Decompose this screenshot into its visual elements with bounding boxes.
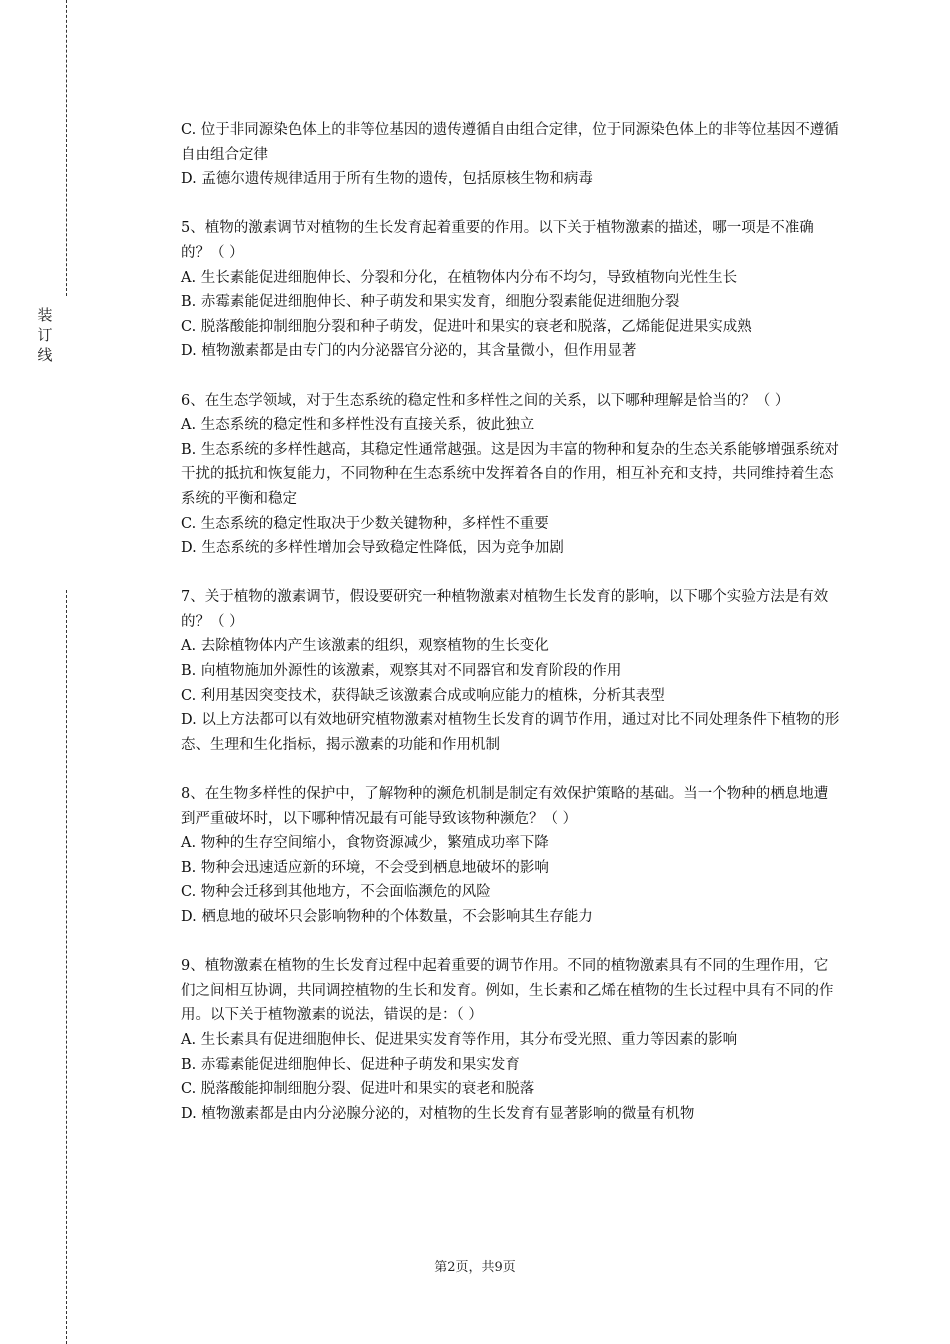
option-a: A. 生态系统的稳定性和多样性没有直接关系，彼此独立 — [181, 417, 535, 434]
question-4-continuation — [181, 118, 841, 192]
binding-line-bottom — [66, 590, 67, 1344]
option-c: C. 利用基因突变技术，获得缺乏该激素合成或响应能力的植株，分析其表型 — [181, 687, 665, 704]
option-c: C. 脱落酸能抑制细胞分裂、促进叶和果实的衰老和脱落 — [181, 1081, 535, 1098]
option-d: D. 植物激素都是由专门的内分泌器官分泌的，其含量微小，但作用显著 — [181, 343, 637, 360]
option-a: A. 生长素能促进细胞伸长、分裂和分化，在植物体内分布不均匀，导致植物向光性生长 — [181, 269, 738, 286]
option-b: B. 赤霉素能促进细胞伸长、促进种子萌发和果实发育 — [181, 1056, 520, 1073]
binding-char: 订 — [37, 326, 53, 344]
question-content — [181, 118, 841, 1151]
question-stem: 9、植物激素在植物的生长发育过程中起着重要的调节作用。不同的植物激素具有不同的生理作用，它们之间相互协调，共同调控植物的生长和发育。例如，生长素和乙烯在植物的生长过程中具有不同的作用。以下关于植物激素的说法，错误的是：（ ） — [181, 958, 834, 1024]
question-9 — [181, 954, 841, 1126]
question-stem: 6、在生态学领域，对于生态系统的稳定性和多样性之间的关系，以下哪种理解是恰当的？（ ） — [181, 392, 790, 409]
page-number: 第2页，共9页 — [434, 1260, 516, 1275]
binding-char: 线 — [37, 346, 53, 364]
option-d: D. 植物激素都是由内分泌腺分泌的，对植物的生长发育有显著影响的微量有机物 — [181, 1105, 695, 1122]
question-7 — [181, 585, 841, 757]
question-5 — [181, 216, 841, 364]
question-stem: 5、植物的激素调节对植物的生长发育起着重要的作用。以下关于植物激素的描述，哪一项是不准确的？（ ） — [181, 220, 814, 261]
question-6 — [181, 389, 841, 561]
option-b: B. 向植物施加外源性的该激素，观察其对不同器官和发育阶段的作用 — [181, 663, 622, 680]
option-c: C. 生态系统的稳定性取决于少数关键物种，多样性不重要 — [181, 515, 549, 532]
binding-char: 装 — [37, 306, 53, 324]
question-8 — [181, 782, 841, 930]
option-d: D. 以上方法都可以有效地研究植物激素对植物生长发育的调节作用，通过对比不同处理条件下植物的形态、生理和生化指标，揭示激素的功能和作用机制 — [181, 712, 840, 753]
option-b: B. 生态系统的多样性越高，其稳定性通常越强。这是因为丰富的物种和复杂的生态关系能够增强系统对干扰的抵抗和恢复能力，不同物种在生态系统中发挥着各自的作用，相互补充和支持，共同维持着生态系统的平衡和稳定 — [181, 441, 839, 507]
binding-line-top — [66, 0, 67, 296]
option-d: D. 生态系统的多样性增加会导致稳定性降低，因为竞争加剧 — [181, 540, 564, 557]
option-c: C. 物种会迁移到其他地方，不会面临濒危的风险 — [181, 884, 491, 901]
option-b: B. 物种会迅速适应新的环境，不会受到栖息地破坏的影响 — [181, 859, 549, 876]
option-d: D. 孟德尔遗传规律适用于所有生物的遗传，包括原核生物和病毒 — [181, 171, 593, 188]
question-stem: 7、关于植物的激素调节，假设要研究一种植物激素对植物生长发育的影响，以下哪个实验方法是有效的？（ ） — [181, 589, 829, 630]
option-d: D. 栖息地的破坏只会影响物种的个体数量，不会影响其生存能力 — [181, 909, 593, 925]
option-b: B. 赤霉素能促进细胞伸长、种子萌发和果实发育，细胞分裂素能促进细胞分裂 — [181, 294, 680, 311]
binding-label — [35, 305, 55, 365]
option-c: C. 脱落酸能抑制细胞分裂和种子萌发，促进叶和果实的衰老和脱落，乙烯能促进果实成熟 — [181, 318, 752, 335]
question-stem: 8、在生物多样性的保护中，了解物种的濒危机制是制定有效保护策略的基础。当一个物种的栖息地遭到严重破坏时，以下哪种情况最有可能导致该物种濒危？（ ） — [181, 786, 829, 827]
option-a: A. 物种的生存空间缩小，食物资源减少，繁殖成功率下降 — [181, 835, 549, 852]
option-a: A. 去除植物体内产生该激素的组织，观察植物的生长变化 — [181, 638, 549, 655]
option-c: C. 位于非同源染色体上的非等位基因的遗传遵循自由组合定律，位于同源染色体上的非等位基因不遵循自由组合定律 — [181, 122, 839, 163]
option-a: A. 生长素具有促进细胞伸长、促进果实发育等作用，其分布受光照、重力等因素的影响 — [181, 1031, 738, 1048]
